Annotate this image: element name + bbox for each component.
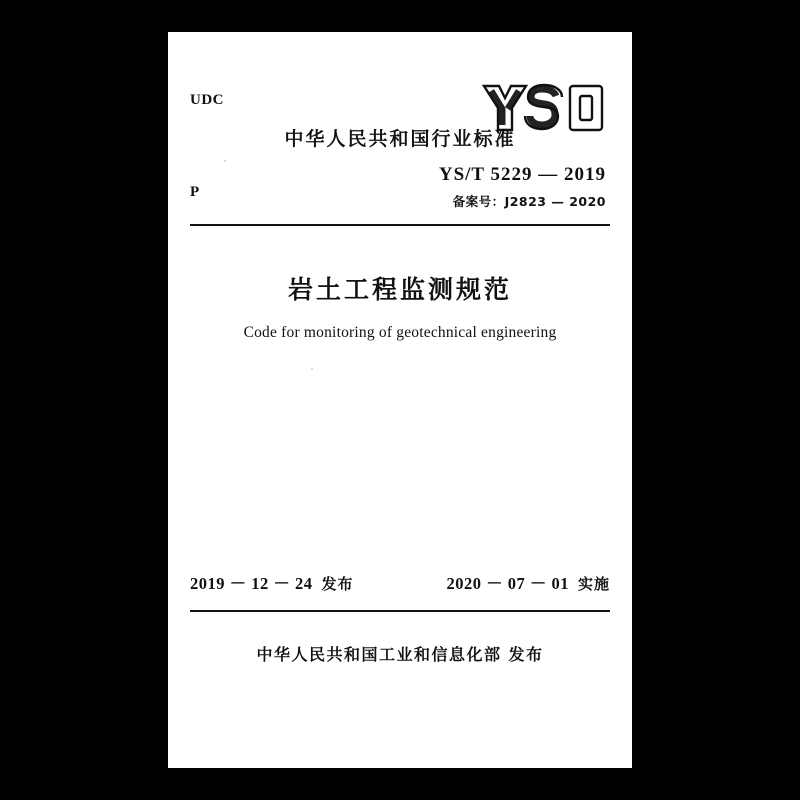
divider-top (190, 224, 610, 226)
udc-label: UDC (190, 92, 224, 108)
standard-series-title: 中华人民共和国行业标准 (284, 128, 516, 150)
dates-row (190, 570, 610, 594)
document-title-en: Code for monitoring of geotechnical engineering (243, 324, 557, 341)
effective-date-group (446, 570, 610, 594)
publisher-line: 中华人民共和国工业和信息化部 发布 (256, 645, 544, 664)
record-number: 备案号：J2823 — 2020 (452, 194, 606, 209)
classification-label: P (190, 184, 200, 200)
issue-date: 2019 － 12 － 24 (190, 574, 313, 593)
document-title-cn: 岩土工程监测规范 (287, 275, 512, 304)
effective-date: 2020 － 07 － 01 (446, 574, 569, 593)
divider-bottom (190, 610, 610, 612)
speck-decoration (311, 368, 313, 370)
issue-date-group (190, 570, 354, 594)
standard-cover-page (168, 32, 632, 768)
effective-date-label: 实施 (577, 575, 610, 593)
issue-date-label: 发布 (321, 575, 354, 593)
ys-logo-icon (478, 80, 606, 136)
speck-decoration (224, 160, 226, 162)
standard-code: YS/T 5229 — 2019 (438, 164, 606, 185)
